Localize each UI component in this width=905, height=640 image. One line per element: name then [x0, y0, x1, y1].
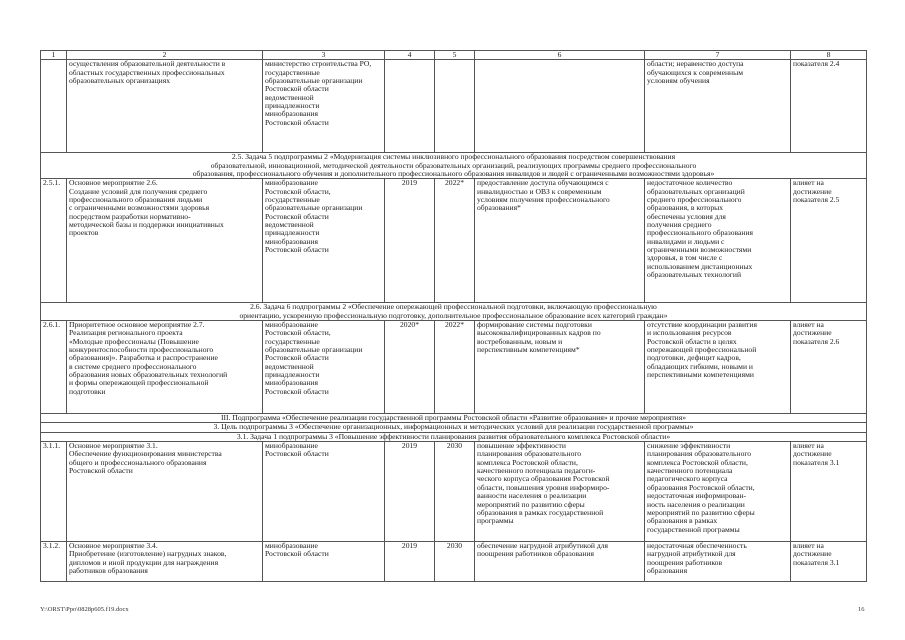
- expected-result: предоставление доступа обучающимся с инвалидностью и ОВЗ к современным условиям получения профессионального образования*: [475, 179, 645, 303]
- section-row: [41, 153, 867, 179]
- section-row: [41, 303, 867, 321]
- end-year: 2022*: [435, 321, 475, 414]
- table-row: [41, 60, 867, 153]
- column-number: 3: [263, 51, 385, 60]
- row-number: 3.1.2.: [41, 542, 67, 582]
- indicator-link: влияет на достижение показателя 3.1: [791, 542, 867, 582]
- table-row: [41, 321, 867, 414]
- indicator-link: показателя 2.4: [791, 60, 867, 153]
- start-year: 2019: [385, 542, 435, 582]
- column-number: 7: [645, 51, 791, 60]
- start-year: 2019: [385, 442, 435, 542]
- responsible-executor: минобразование Ростовской области: [263, 542, 385, 582]
- responsible-executor: министерство строительства РО, государственные образовательные организации Ростовской области ведомственной принадлежности минобразования Ростовской области: [263, 60, 385, 153]
- expected-result: обеспечение нагрудной атрибутикой для поощрения работников образования: [475, 542, 645, 582]
- task-heading: 2.6. Задача 6 подпрограммы 2 «Обеспечение опережающей профессиональной подготовки, включающую профессиональную ориентацию, ускоренную профессиональную подготовку, дополнительное профессиональное образование всех категорий граждан»: [41, 303, 867, 321]
- start-year: 2020*: [385, 321, 435, 414]
- responsible-executor: минобразование Ростовской области, государственные образовательные организации Ростовской области ведомственной принадлежности минобразования Ростовской области: [263, 179, 385, 303]
- task-heading: 3.1. Задача 1 подпрограммы 3 «Повышение эффективности планирования развития образовательного комплекса Ростовской области»: [41, 432, 867, 441]
- expected-result: [475, 60, 645, 153]
- row-number: 2.5.1.: [41, 179, 67, 303]
- subprogram-heading: III. Подпрограмма «Обеспечение реализации государственной программы Ростовской области «Развитие образования» и прочие мероприятия»: [41, 414, 867, 423]
- column-number: 6: [475, 51, 645, 60]
- column-number: 1: [41, 51, 67, 60]
- measure-name: осуществления образовательной деятельности в областных государственных профессиональных образовательных организациях: [67, 60, 263, 153]
- expected-result: формирование системы подготовки высококвалифицированных кадров по востребованным, новым и перспективным компетенциям*: [475, 321, 645, 414]
- non-implementation-consequences: недостаточная обеспеченность нагрудной атрибутикой для поощрения работников образования: [645, 542, 791, 582]
- indicator-link: влияет на достижение показателя 3.1: [791, 442, 867, 542]
- measure-name: Основное мероприятие 3.4. Приобретение (изготовление) нагрудных знаков, дипломов и иной продукции для награждения работников образования: [67, 542, 263, 582]
- page-number: 16: [858, 606, 865, 613]
- indicator-link: влияет на достижение показателя 2.6: [791, 321, 867, 414]
- end-year: 2030: [435, 542, 475, 582]
- program-measures-table: [40, 50, 867, 582]
- document-table-sheet: [40, 50, 866, 582]
- measure-name: Основное мероприятие 2.6. Создание условий для получения среднего профессионального образования людьми с ограниченными возможностями здоровья посредством разработки нормативно- методической базы и поддержки инициативных проектов: [67, 179, 263, 303]
- row-number: 2.6.1.: [41, 321, 67, 414]
- responsible-executor: минобразование Ростовской области: [263, 442, 385, 542]
- table-row: [41, 179, 867, 303]
- task-heading: 2.5. Задача 5 подпрограммы 2 «Модернизация системы инклюзивного профессионального образования посредством совершенствования образовательной, инновационной, методической деятельности образовательных организаций, реализующих программы среднего профессионального образования, профессионального обучения и дополнительного профессионального образования инвалидов и людей с ограниченными возможностями здоровья»: [41, 153, 867, 179]
- column-number: 5: [435, 51, 475, 60]
- non-implementation-consequences: снижение эффективности планирования образовательного комплекса Ростовской области, качественного потенциала педагогического корпуса образования Ростовской области, недостаточная информирован- ность населения о реализации мероприятий по развитию сферы образования в рамках государственной программы: [645, 442, 791, 542]
- non-implementation-consequences: области; неравенство доступа обучающихся к современным условиям обучения: [645, 60, 791, 153]
- end-year: 2030: [435, 442, 475, 542]
- expected-result: повышение эффективности планирования образовательного комплекса Ростовской области, качественного потенциала педагоги- ческого корпуса образования Ростовской области, повышения уровня информиро- ванности населения о реализации мероприятий по развитию сферы образования в рамках государственной программы: [475, 442, 645, 542]
- table-row: [41, 542, 867, 582]
- column-number: 4: [385, 51, 435, 60]
- non-implementation-consequences: недостаточное количество образовательных организаций среднего профессионального образования, в которых обеспечены условия для получения среднего профессионального образования инвалидами и людьми с ограниченными возможностями здоровья, в том числе с использованием дистанционных образовательных технологий: [645, 179, 791, 303]
- start-year: 2019: [385, 179, 435, 303]
- start-year: [385, 60, 435, 153]
- row-number: [41, 60, 67, 153]
- end-year: 2022*: [435, 179, 475, 303]
- section-row: [41, 432, 867, 441]
- column-number: 8: [791, 51, 867, 60]
- document-file-path: Y:\ORST\Ppo\0828p605.f19.docx: [40, 606, 129, 613]
- column-number-header-row: [41, 51, 867, 60]
- measure-name: Приоритетное основное мероприятие 2.7. Реализация регионального проекта «Молодые профессионалы (Повышение конкурентоспособности профессионального образования)». Разработка и распространение в системе среднего профессионального образования новых образовательных технологий и формы опережающей профессиональной подготовки: [67, 321, 263, 414]
- end-year: [435, 60, 475, 153]
- responsible-executor: минобразование Ростовской области, государственные образовательные организации Ростовской области ведомственной принадлежности минобразования Ростовской области: [263, 321, 385, 414]
- section-row: [41, 423, 867, 432]
- section-row: [41, 414, 867, 423]
- indicator-link: влияет на достижение показателя 2.5: [791, 179, 867, 303]
- table-row: [41, 442, 867, 542]
- goal-heading: 3. Цель подпрограммы 3 «Обеспечение организационных, информационных и методических условий для реализации государственной программы»: [41, 423, 867, 432]
- row-number: 3.1.1.: [41, 442, 67, 542]
- measure-name: Основное мероприятие 3.1. Обеспечение функционирования министерства общего и профессионального образования Ростовской области: [67, 442, 263, 542]
- column-number: 2: [67, 51, 263, 60]
- non-implementation-consequences: отсутствие координации развития и использования ресурсов Ростовской области в целях опережающей профессиональной подготовки, дефицит кадров, обладающих гибкими, новыми и перспективными компетенциями: [645, 321, 791, 414]
